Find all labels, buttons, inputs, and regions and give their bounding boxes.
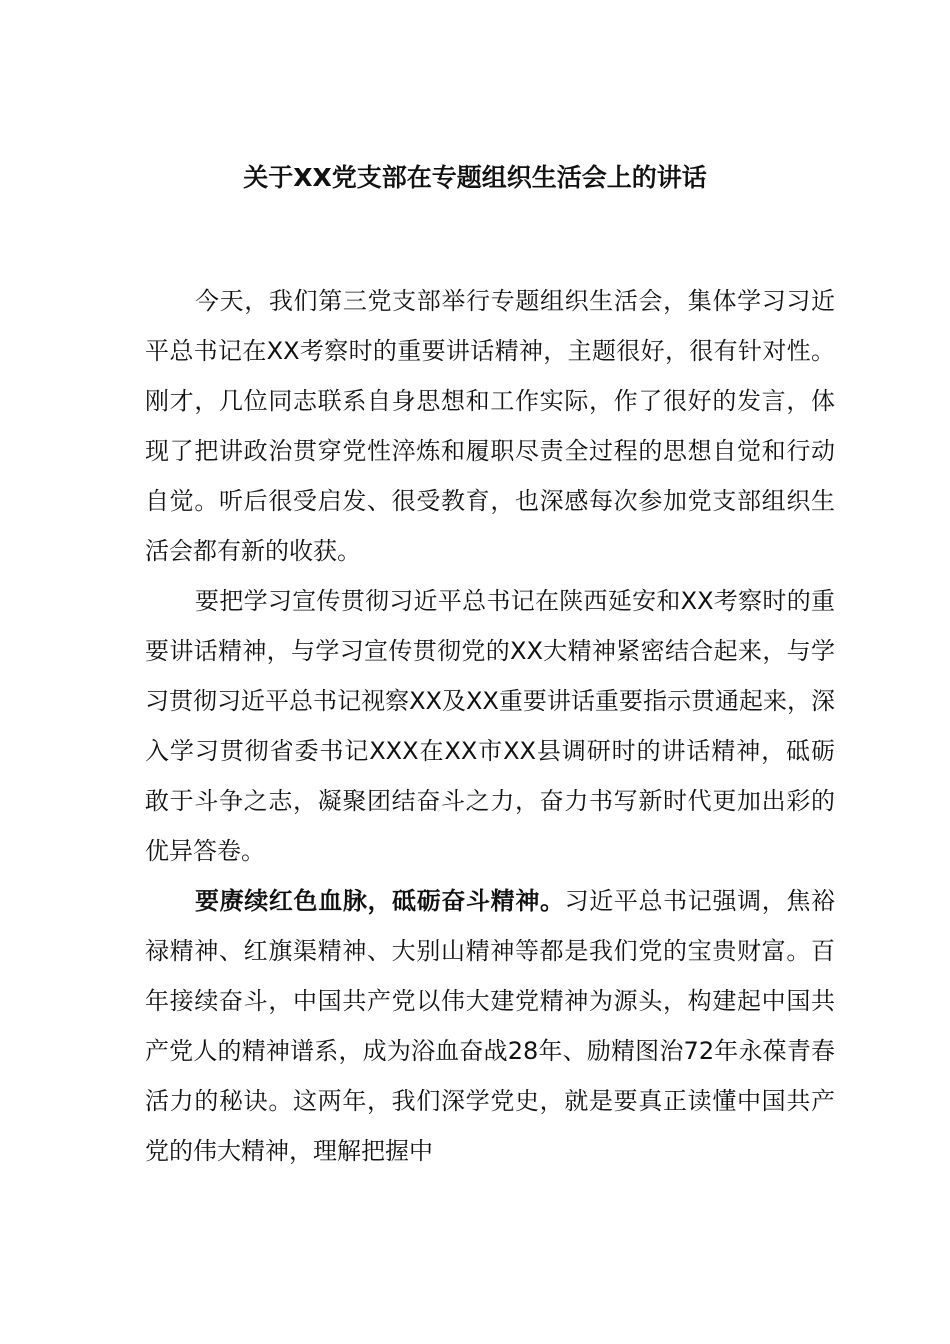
paragraph-red-bloodline [145, 876, 835, 1176]
paragraph-lead-heading: 要赓续红色血脉，砥砺奋斗精神。 [195, 887, 565, 915]
paragraph-text: 今天，我们第三党支部举行专题组织生活会，集体学习习近平总书记在XX考察时的重要讲话精神，主题很好，很有针对性。刚才，几位同志联系自身思想和工作实际，作了很好的发言，体现了把讲政治贯穿党性淬炼和履职尽责全过程的思想自觉和行动自觉。听后很受启发、很受教育，也深感每次参加党支部组织生活会都有新的收获。 [145, 287, 835, 565]
paragraph-study-spirit [145, 576, 835, 876]
document-title: 关于XX党支部在专题组织生活会上的讲话 [243, 163, 707, 192]
paragraph-text: 要把学习宣传贯彻习近平总书记在陕西延安和XX考察时的重要讲话精神，与学习宣传贯彻党的XX大精神紧密结合起来，与学习贯彻习近平总书记视察XX及XX重要讲话重要指示贯通起来，深入学习贯彻省委书记XXX在XX市XX县调研时的讲话精神，砥砺敢于斗争之志，凝聚团结奋斗之力，奋力书写新时代更加出彩的优异答卷。 [145, 587, 835, 865]
paragraph-text: 习近平总书记强调，焦裕禄精神、红旗渠精神、大别山精神等都是我们党的宝贵财富。百年接续奋斗，中国共产党以伟大建党精神为源头，构建起中国共产党人的精神谱系，成为浴血奋战28年、励精图治72年永葆青春活力的秘诀。这两年，我们深学党史，就是要真正读懂中国共产党的伟大精神，理解把握中 [145, 887, 836, 1165]
document-body [145, 276, 835, 1176]
paragraph-opening [145, 276, 835, 576]
